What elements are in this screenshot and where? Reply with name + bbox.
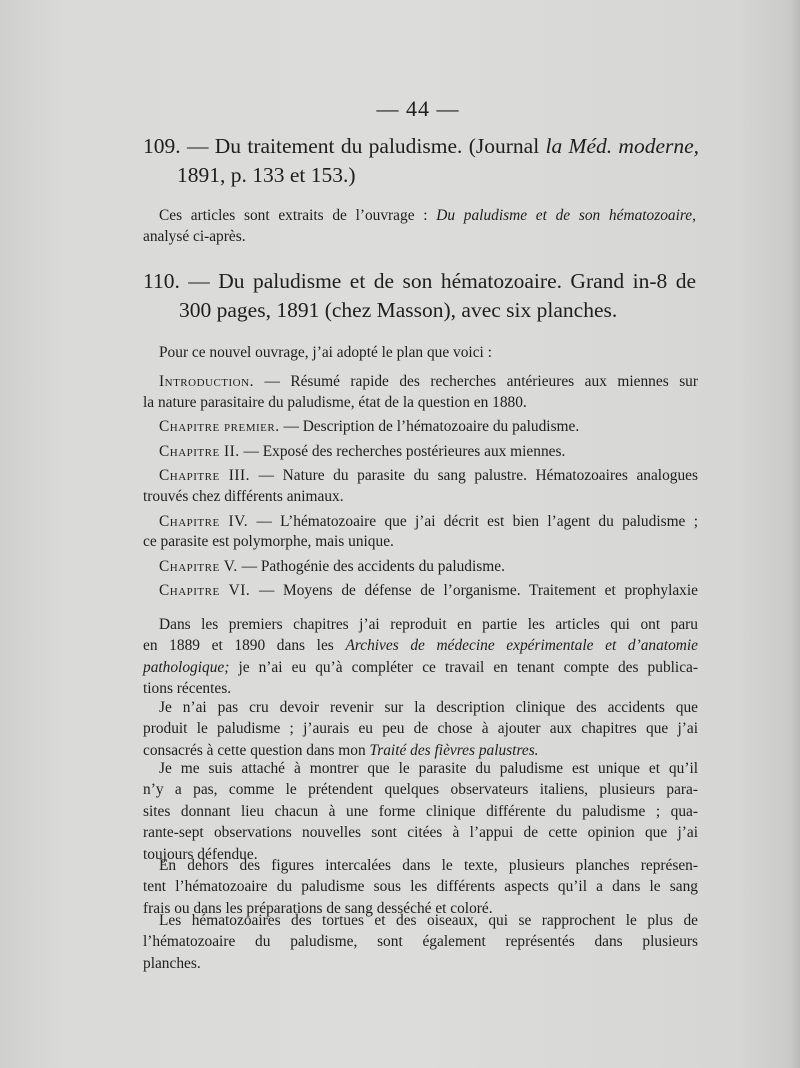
chapter-label: Introduction. [159,373,254,390]
p1-line-4: tions récentes. [143,680,232,698]
entry-109-heading [143,132,699,190]
p2-line-1: Je n’ai pas cru devoir revenir sur la description clinique des accidents que [159,699,698,716]
p3-line-2: n’y a pas, comme le prétendent quelques observateurs italiens, plusieurs para- [143,781,698,799]
chapter-text: — Moyens de défense de l’organisme. Traitement et prophylaxie [258,582,698,600]
entry-109-number: 109. [143,134,181,158]
entry-109-line-2: 1891, p. 133 et 153.) [177,163,356,187]
entry-109-note [143,205,696,248]
p4-line-2: tent l’hématozoaire du paludisme sous les différents aspects qu’il a dans le sang [143,878,698,896]
chapter-label: Chapitre II. [159,442,240,460]
chapter-text: — Nature du parasite du sang palustre. Hématozoaires analogues [258,467,698,485]
paragraph-1 [143,614,698,700]
chapter-4-cont: ce parasite est polymorphe, mais unique. [143,533,394,551]
chapter-2 [143,442,698,463]
entry-109-note-title: Du paludisme et de son hématozoaire, [436,207,696,224]
chapter-premier [143,417,698,438]
p1-journal-title-cont: pathologique; [143,658,230,676]
entry-110-heading [143,267,696,325]
chapter-text: — Description de l’hématozoaire du paludisme. [283,418,580,436]
chapter-text: — L’hématozoaire que j’ai décrit est bien l’agent du paludisme ; [256,512,698,530]
entry-110-number: 110. [143,269,180,293]
p2-book-title: Traité des fièvres palustres. [369,741,539,759]
p3-line-3: sites donnant lieu chacun à une forme clinique différente du paludisme ; qua- [143,802,698,820]
p2-line-2: produit le paludisme ; j’aurais eu peu de chose à ajouter aux chapitres que j’ai [143,720,698,738]
entry-110-line-2: 300 pages, 1891 (chez Masson), avec six planches. [179,298,618,322]
entry-109-note-text: Ces articles sont extraits de l’ouvrage : [159,207,428,224]
p4-line-3: frais ou dans les préparations de sang desséché et coloré. [143,899,493,917]
p5-line-3: planches. [143,954,201,972]
chapter-3-cont: trouvés chez différents animaux. [143,487,344,505]
entry-109-note-line-1 [143,205,696,226]
p5-line-2: l’hématozoaire du paludisme, sont également représentés dans plusieurs [143,933,698,951]
entry-109-note-line-2: analysé ci-après. [143,228,246,246]
page-number: — 44 — [376,96,460,121]
entry-110-line-1 [143,267,696,296]
entry-109-line-1 [143,132,699,161]
paragraph-2 [143,697,698,761]
chapter-label: Chapitre IV. [159,512,249,530]
entry-109-dash: — [186,134,209,158]
p1-text: en 1889 et 1890 dans les [143,637,334,655]
chapter-list [143,372,698,602]
paragraph-5 [143,910,698,974]
chapter-5 [143,557,698,578]
paragraph-3 [143,758,698,865]
entry-109-title: Du traitement du paludisme. (Journal [214,134,540,158]
p2-text: consacrés à cette question dans mon [143,741,366,759]
chapter-label: Chapitre premier. [159,418,280,436]
p3-line-4: rante-sept observations nouvelles sont citées à l’appui de cette opinion que j’ai [143,824,698,842]
entry-109-journal: la Méd. moderne, [545,134,700,158]
chapter-6 [143,581,698,602]
page-edge-shadow [790,0,800,1068]
p1-text: je n’ai eu qu’à compléter ce travail en tenant compte des publica- [238,658,698,676]
entry-110-plan-intro [143,342,698,363]
p3-line-1: Je me suis attaché à montrer que le parasite du paludisme est unique et qu’il [159,760,698,777]
chapter-text: — Résumé rapide des recherches antérieures aux miennes sur [264,373,698,390]
p5-line-1: Les hématozoaires des tortues et des oiseaux, qui se rapprochent le plus de [159,912,698,929]
p1-line-1: Dans les premiers chapitres j’ai reproduit en partie les articles qui ont paru [159,616,698,633]
entry-110-dash: — [188,269,210,293]
chapter-text: — Exposé des recherches postérieures aux miennes. [243,442,566,460]
chapter-3 [143,466,698,487]
plan-intro-text: Pour ce nouvel ouvrage, j’ai adopté le plan que voici : [159,344,492,361]
chapter-text: — Pathogénie des accidents du paludisme. [241,557,505,575]
p1-line-2 [143,635,698,656]
chapter-label: Chapitre V. [159,557,238,575]
p3-line-5: toujours défendue. [143,845,258,863]
chapter-introduction-cont: la nature parasitaire du paludisme, état de la question en 1880. [143,393,527,411]
entry-110-title: Du paludisme et de son hématozoaire. Grand in-8 de [218,269,696,293]
p4-line-1: En dehors des figures intercalées dans le texte, plusieurs planches représen- [159,857,698,874]
chapter-introduction [143,372,698,393]
chapter-label: Chapitre VI. [159,582,251,600]
p1-line-3 [143,657,698,678]
p1-journal-title: Archives de médecine expérimentale et d’anatomie [345,637,698,655]
chapter-label: Chapitre III. [159,467,251,485]
chapter-4 [143,512,698,533]
